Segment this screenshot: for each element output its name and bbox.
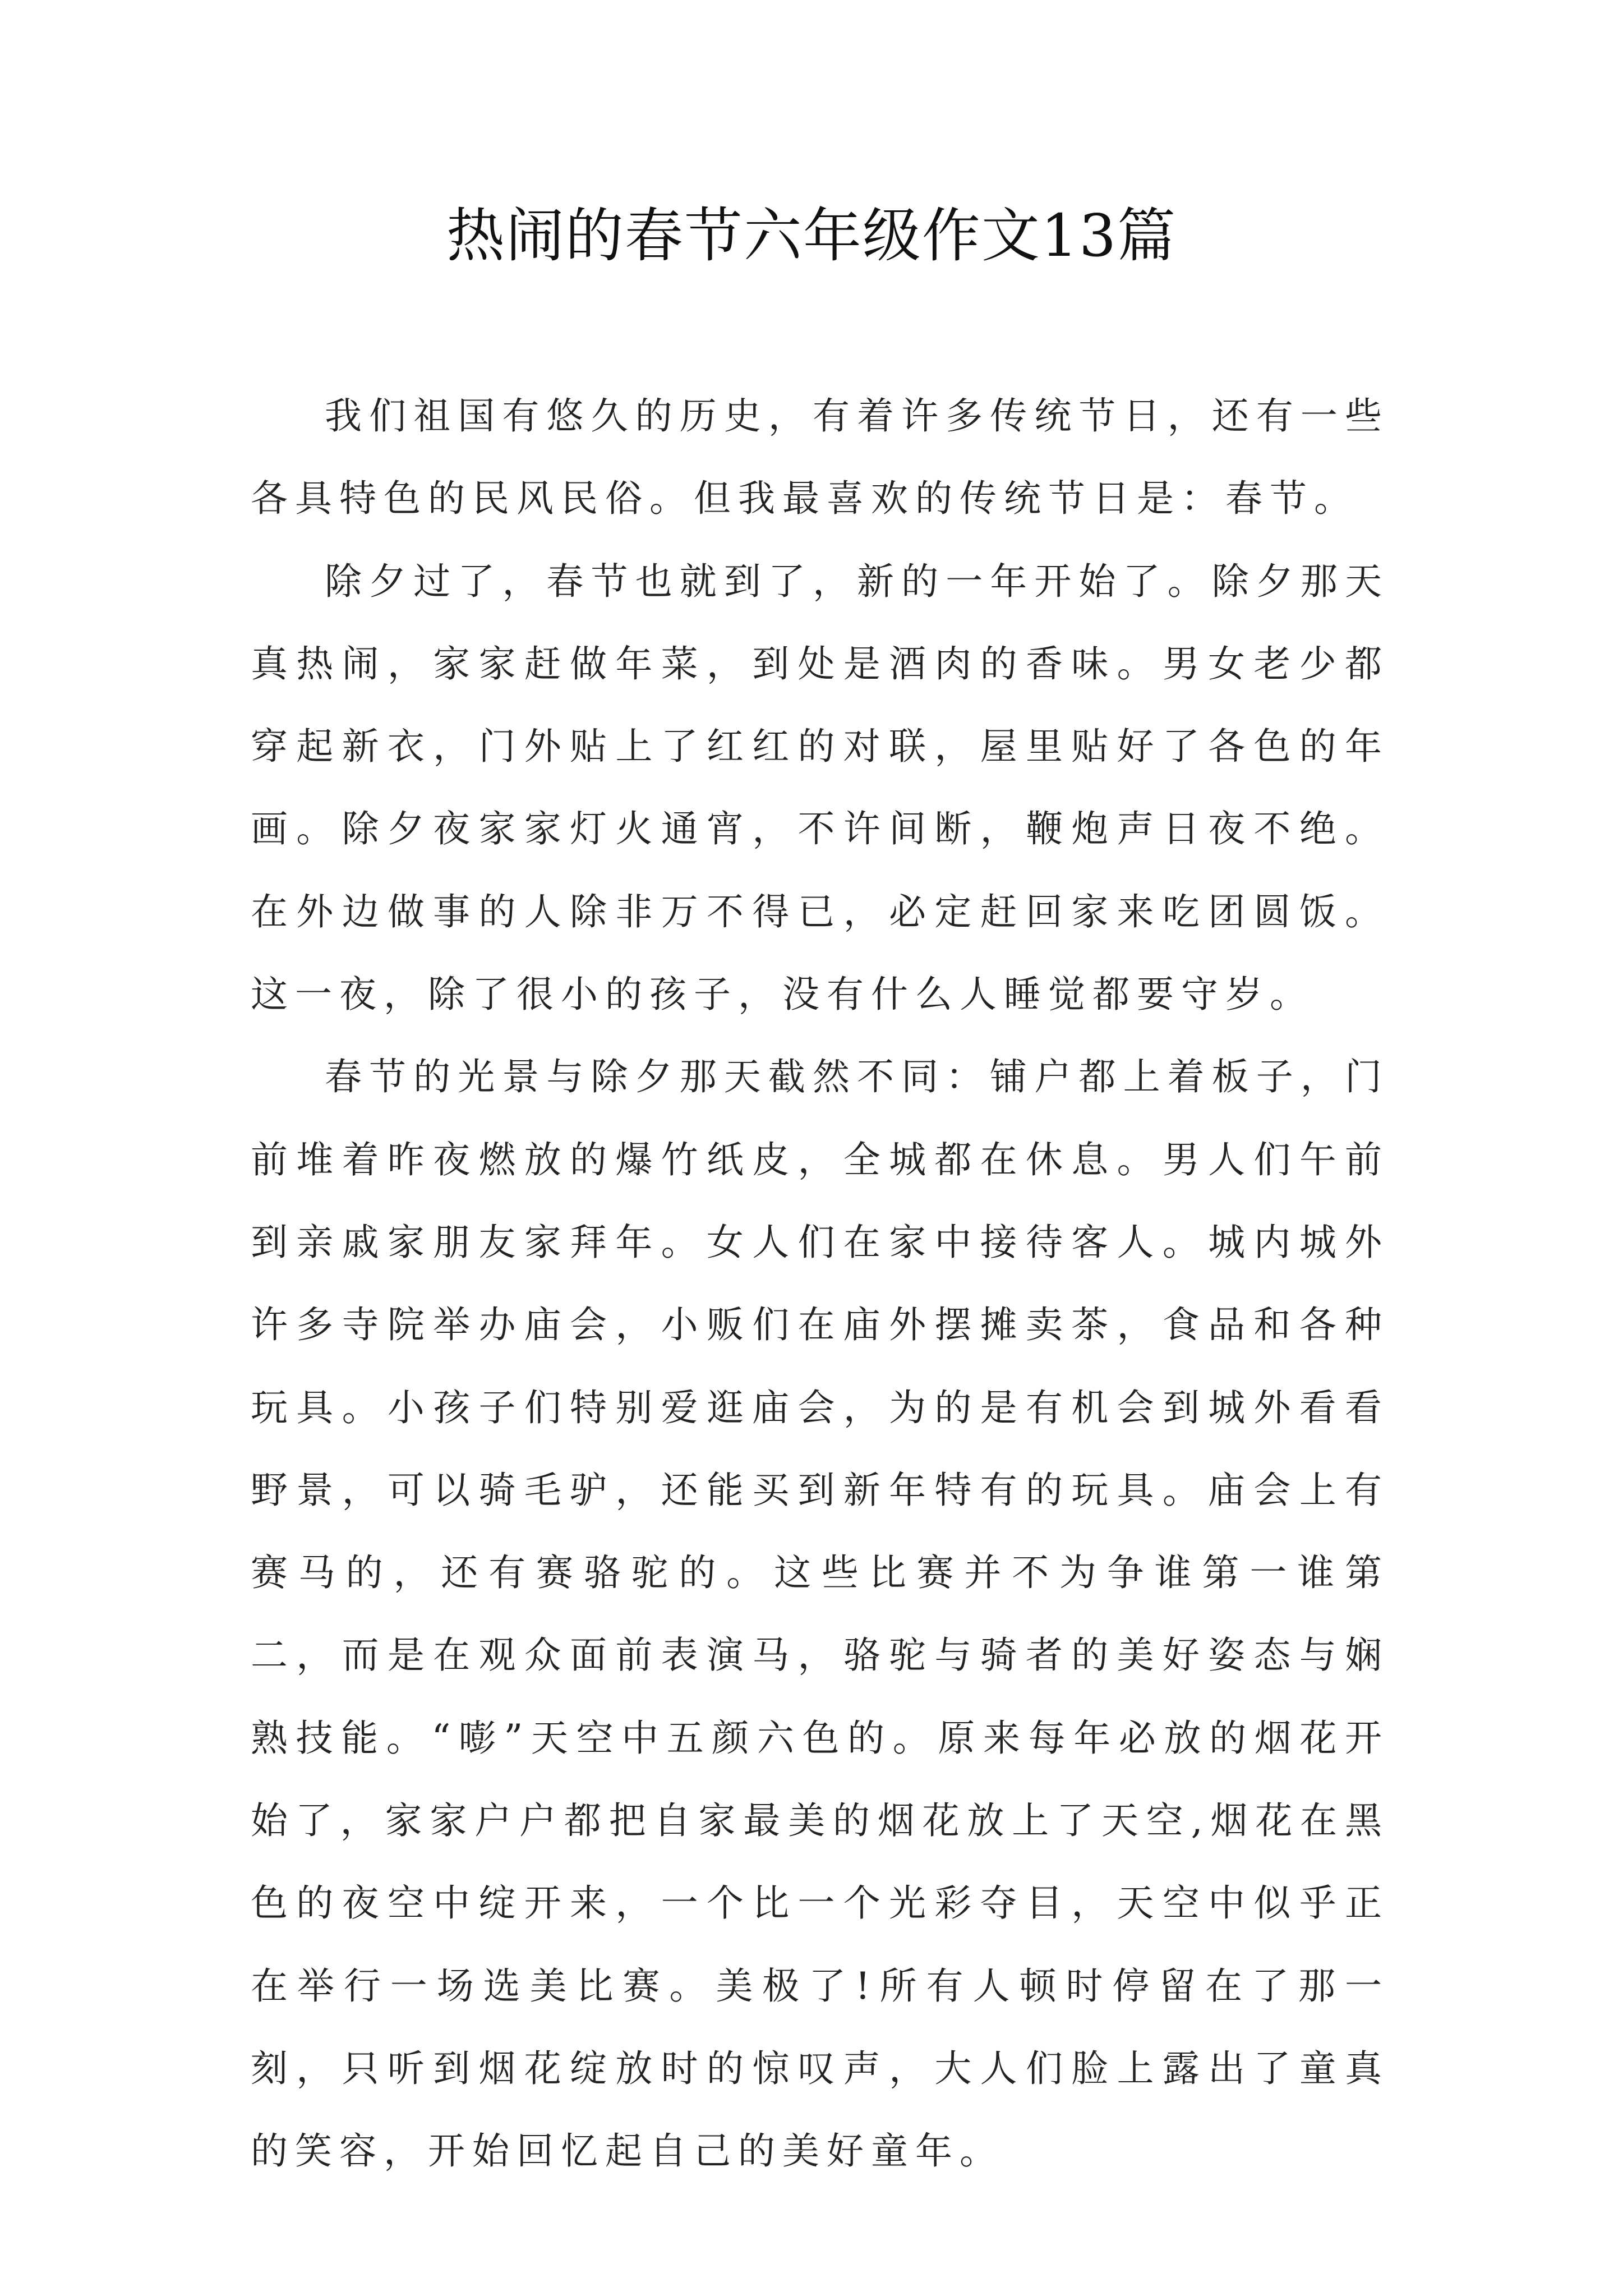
document-body [251,375,1389,2193]
paragraph-1: 我们祖国有悠久的历史，有着许多传统节日，还有一些各具特色的民风民俗。但我最喜欢的传统节日是：春节。 [251,394,1389,521]
paragraph-3: 春节的光景与除夕那天截然不同：铺户都上着板子，门前堆着昨夜燃放的爆竹纸皮，全城都在休息。男人们午前到亲戚家朋友家拜年。女人们在家中接待客人。城内城外许多寺院举办庙会，小贩们在庙外摆摊卖茶，食品和各种玩具。小孩子们特别爱逛庙会，为的是有机会到城外看看野景，可以骑毛驴，还能买到新年特有的玩具。庙会上有赛马的，还有赛骆驼的。这些比赛并不为争谁第一谁第二，而是在观众面前表演马，骆驼与骑者的美好姿态与娴熟技能。“嘭”天空中五颜六色的。原来每年必放的烟花开始了，家家户户都把自家最美的烟花放上了天空,烟花在黑色的夜空中绽开来，一个比一个光彩夺目，天空中似乎正在举行一场选美比赛。美极了!所有人顿时停留在了那一刻，只听到烟花绽放时的惊叹声，大人们脸上露出了童真的笑容，开始回忆起自己的美好童年。 [251,1055,1389,2173]
paragraph-2: 除夕过了，春节也就到了，新的一年开始了。除夕那天真热闹，家家赶做年菜，到处是酒肉的香味。男女老少都穿起新衣，门外贴上了红红的对联，屋里贴好了各色的年画。除夕夜家家灯火通宵，不许间断，鞭炮声日夜不绝。在外边做事的人除非万不得已，必定赶回家来吃团圆饭。这一夜，除了很小的孩子，没有什么人睡觉都要守岁。 [251,559,1389,1016]
document-title: 热闹的春节六年级作文13篇 [446,201,1177,270]
